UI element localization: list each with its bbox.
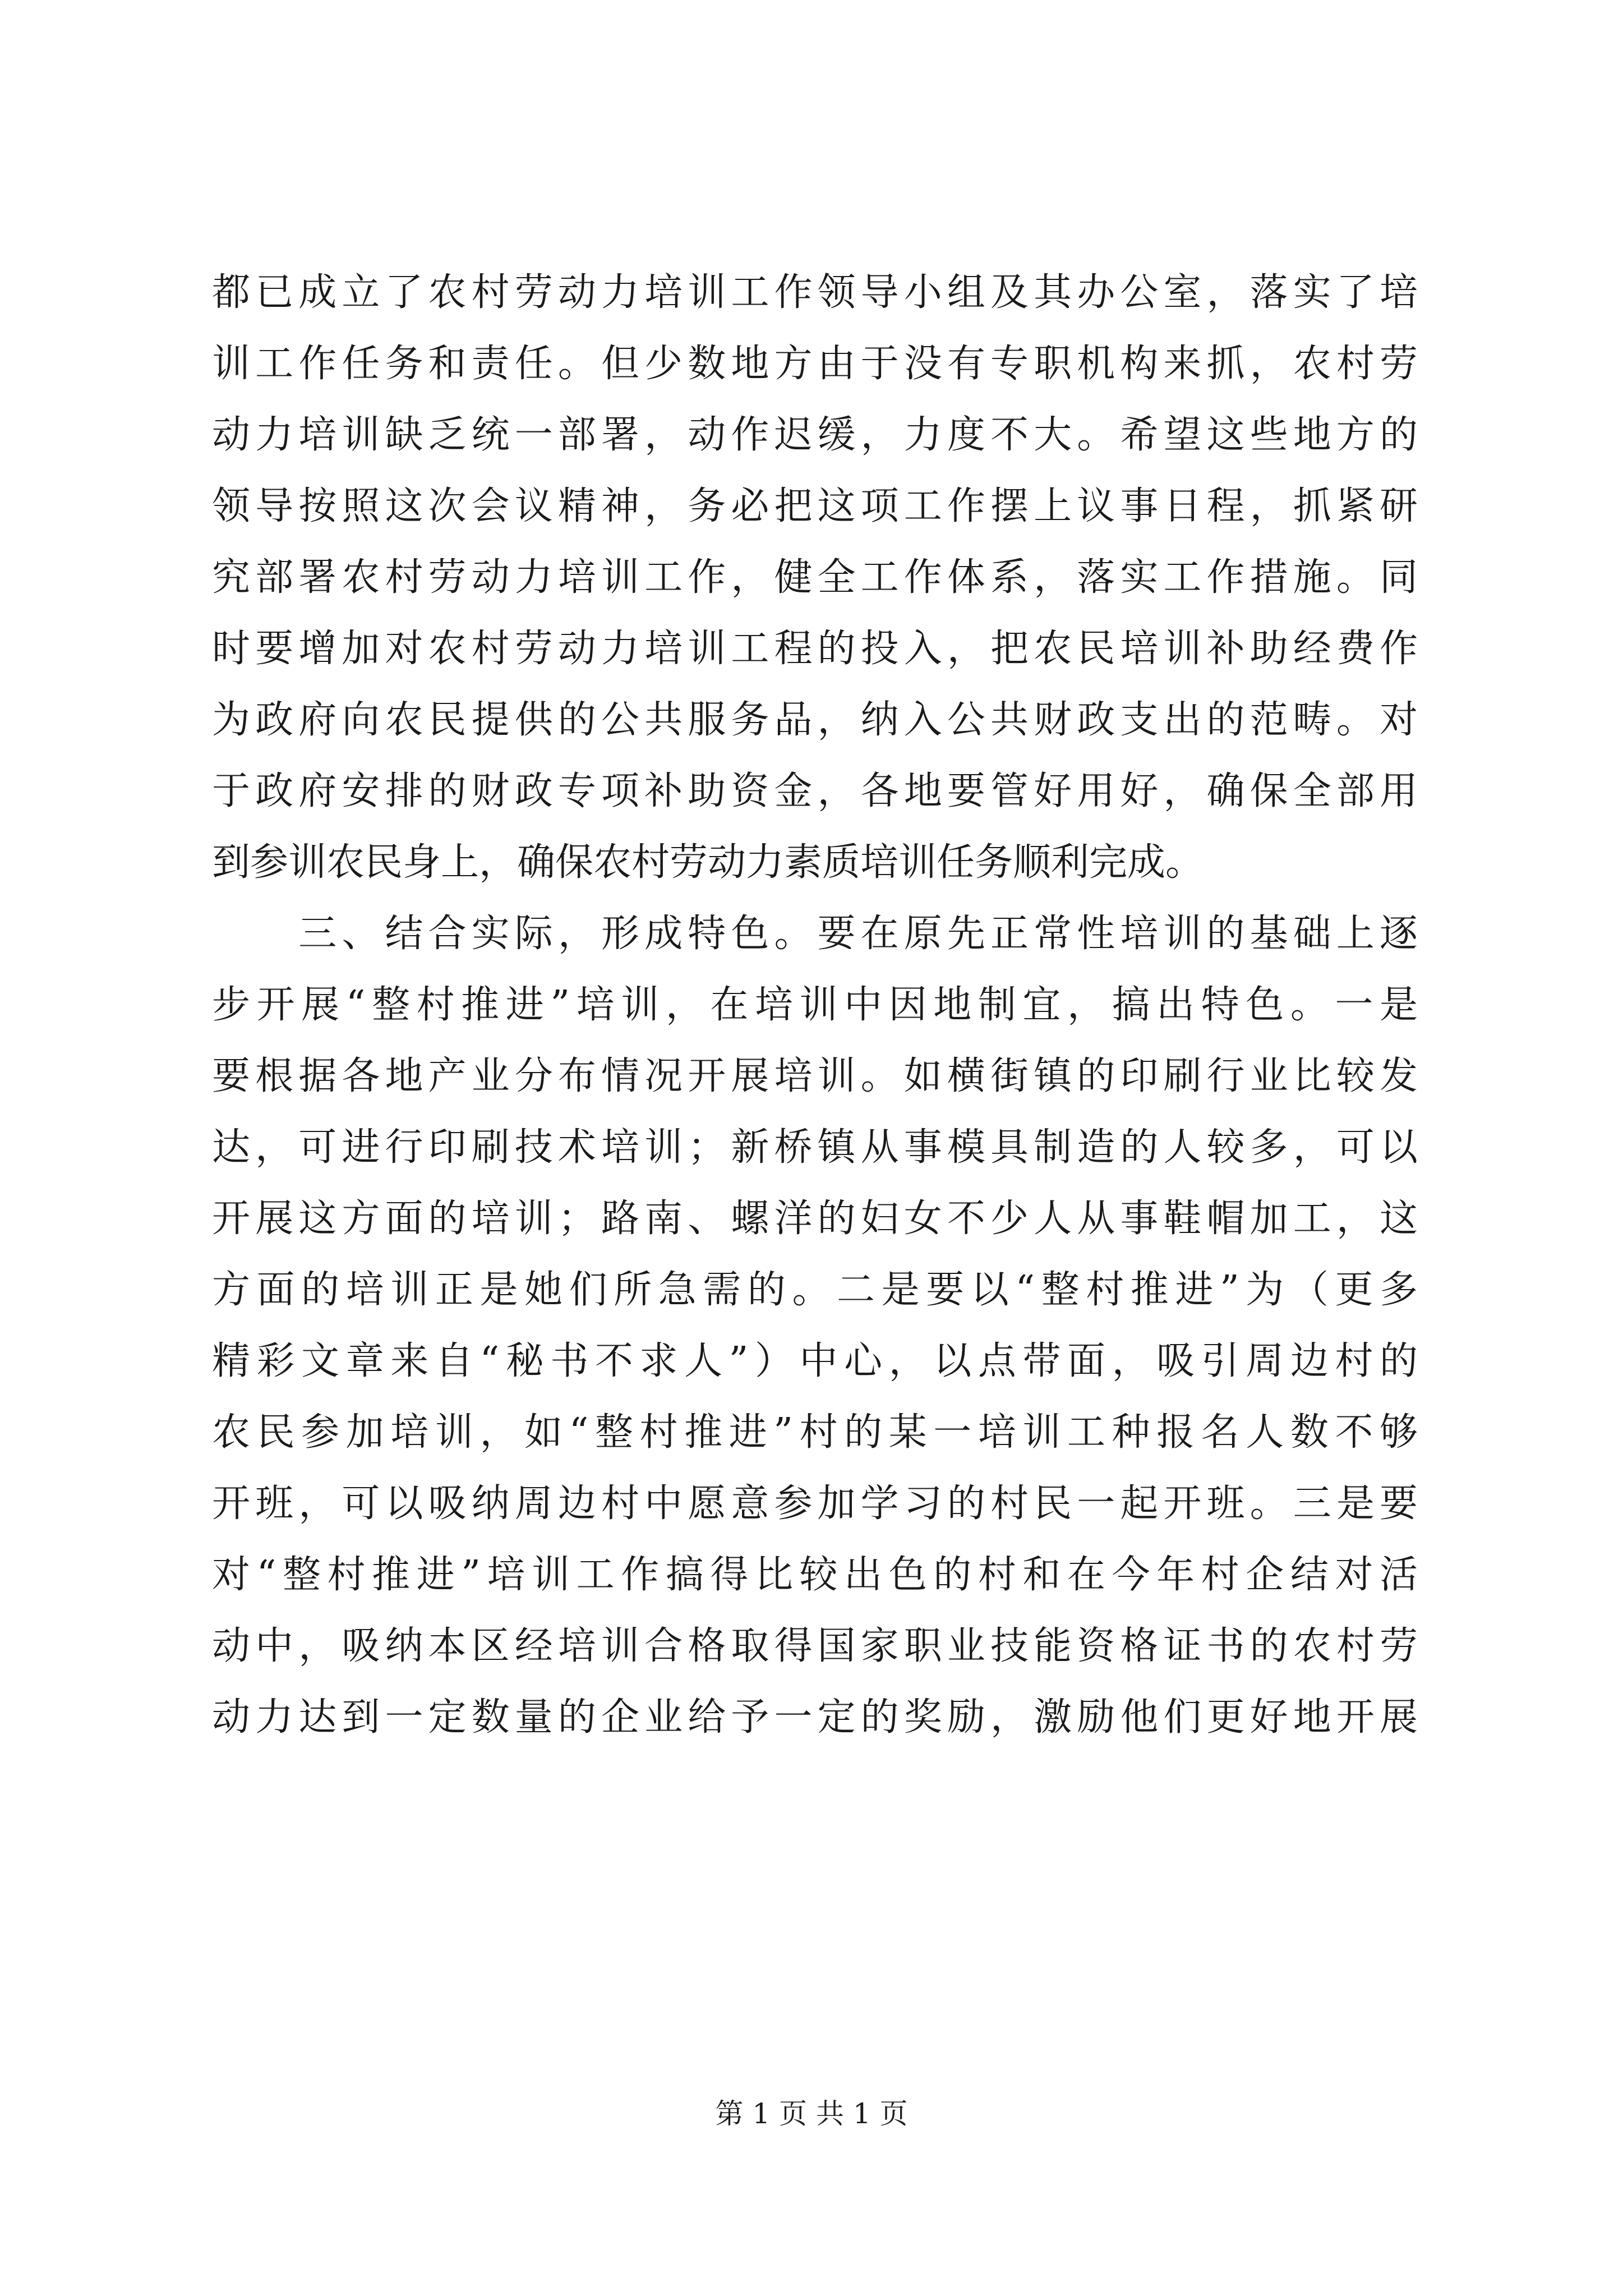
- page-number-footer: 第 1 页 共 1 页: [715, 2097, 908, 2130]
- text-line: 步开展“整村推进”培训，在培训中因地制宜，搞出特色。一是: [212, 983, 1418, 1027]
- text-line: 方面的培训正是她们所急需的。二是要以“整村推进”为（更多: [212, 1268, 1418, 1312]
- text-line: 农民参加培训，如“整村推进”村的某一培训工种报名人数不够: [212, 1410, 1418, 1455]
- text-line: 动力培训缺乏统一部署，动作迟缓，力度不大。希望这些地方的: [212, 413, 1418, 457]
- text-line: 到参训农民身上，确保农村劳动力素质培训任务顺利完成。: [212, 840, 1204, 885]
- text-line: 开展这方面的培训；路南、螺洋的妇女不少人从事鞋帽加工，这: [212, 1197, 1418, 1241]
- text-line: 训工作任务和责任。但少数地方由于没有专职机构来抓，农村劳: [212, 342, 1418, 386]
- text-line: 动中，吸纳本区经培训合格取得国家职业技能资格证书的农村劳: [212, 1624, 1418, 1668]
- text-line: 精彩文章来自“秘书不求人”）中心，以点带面，吸引周边村的: [212, 1339, 1418, 1383]
- text-line: 动力达到一定数量的企业给予一定的奖励，激励他们更好地开展: [212, 1695, 1418, 1740]
- text-line: 时要增加对农村劳动力培训工程的投入，把农民培训补助经费作: [212, 627, 1418, 671]
- text-line: 对“整村推进”培训工作搞得比较出色的村和在今年村企结对活: [212, 1553, 1418, 1597]
- text-line: 达，可进行印刷技术培训；新桥镇从事模具制造的人较多，可以: [212, 1125, 1418, 1170]
- text-line: 领导按照这次会议精神，务必把这项工作摆上议事日程，抓紧研: [212, 484, 1418, 528]
- text-line: 三、结合实际，形成特色。要在原先正常性培训的基础上逐: [212, 912, 1418, 956]
- text-line: 要根据各地产业分布情况开展培训。如横街镇的印刷行业比较发: [212, 1054, 1418, 1098]
- body-text: [212, 257, 1418, 1753]
- text-line: 究部署农村劳动力培训工作，健全工作体系，落实工作措施。同: [212, 555, 1418, 600]
- text-line: 开班，可以吸纳周边村中愿意参加学习的村民一起开班。三是要: [212, 1481, 1418, 1526]
- text-line: 都已成立了农村劳动力培训工作领导小组及其办公室，落实了培: [212, 270, 1418, 315]
- text-line: 为政府向农民提供的公共服务品，纳入公共财政支出的范畴。对: [212, 698, 1418, 742]
- text-line: 于政府安排的财政专项补助资金，各地要管好用好，确保全部用: [212, 769, 1418, 813]
